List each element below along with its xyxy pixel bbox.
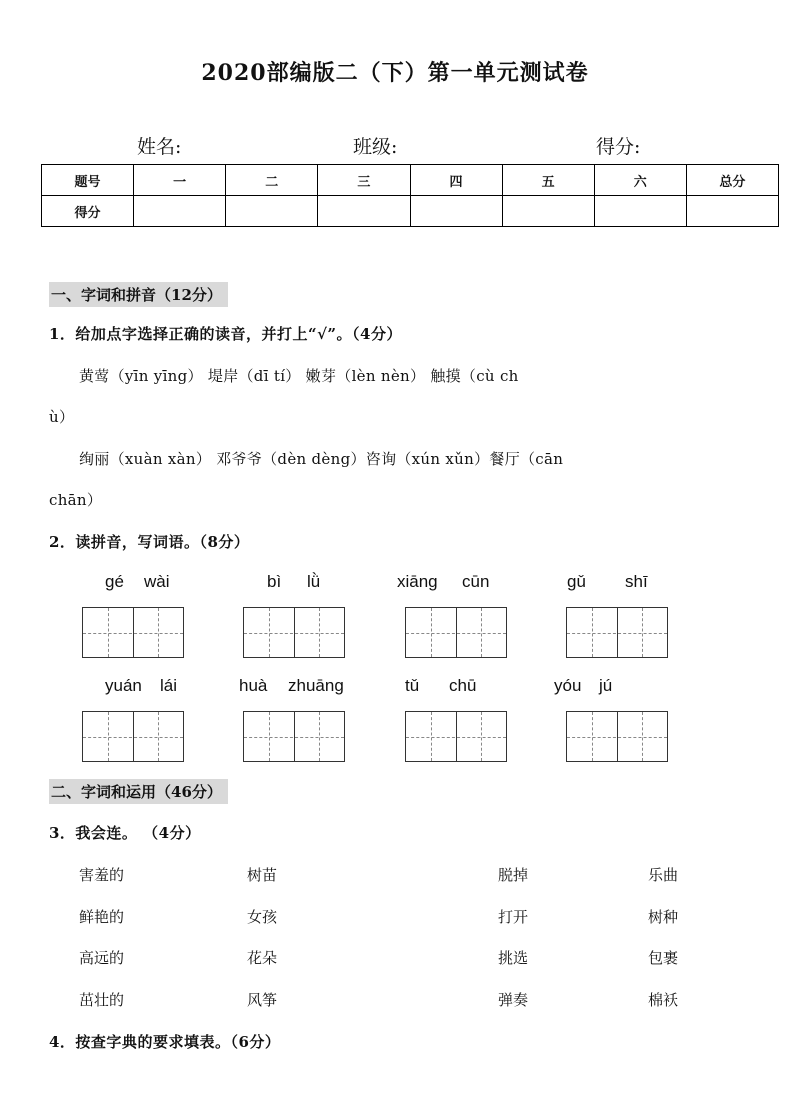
match-word[interactable]: 包裹 <box>648 949 679 967</box>
section2-heading: 二、字词和运用（46分） <box>49 779 228 804</box>
class-label: 班级: <box>353 136 398 158</box>
pinyin: wài <box>144 572 170 591</box>
q1-line1: 黄莺（yīn yīng） 堤岸（dī tí） 嫩芽（lèn nèn） 触摸（cù ch <box>79 367 519 385</box>
pinyin: gé <box>105 572 124 591</box>
pinyin: lǜ <box>307 572 321 591</box>
q3-prompt: 3．我会连。 （4分） <box>49 824 201 842</box>
score-cell[interactable] <box>226 196 318 227</box>
match-word[interactable]: 树苗 <box>247 866 278 884</box>
score-table-header-cell: 六 <box>594 165 686 196</box>
match-word[interactable]: 挑选 <box>498 949 529 967</box>
writing-grid[interactable] <box>566 607 668 658</box>
pinyin: xiāng <box>397 572 438 591</box>
score-table-header-row <box>42 165 779 196</box>
match-word[interactable]: 花朵 <box>247 949 278 967</box>
pinyin: cūn <box>462 572 490 591</box>
match-word[interactable]: 女孩 <box>247 908 278 926</box>
pinyin: chū <box>449 676 477 695</box>
name-label: 姓名: <box>137 136 182 158</box>
match-word[interactable]: 树种 <box>648 908 679 926</box>
pinyin: bì <box>267 572 282 591</box>
writing-grid[interactable] <box>82 711 184 762</box>
q1-line1-cont: ù） <box>49 408 75 426</box>
q4-prompt: 4．按查字典的要求填表。（6分） <box>49 1033 281 1051</box>
score-table-row-label: 得分 <box>42 196 134 227</box>
match-word[interactable]: 茁壮的 <box>79 991 125 1009</box>
match-word[interactable]: 乐曲 <box>648 866 679 884</box>
writing-grid[interactable] <box>405 607 507 658</box>
pinyin: yóu <box>554 676 582 695</box>
score-table-header-cell: 二 <box>226 165 318 196</box>
score-cell[interactable] <box>318 196 410 227</box>
pinyin: huà <box>239 676 268 695</box>
section1-heading: 一、字词和拼音（12分） <box>49 282 228 307</box>
score-table-header-cell: 四 <box>410 165 502 196</box>
score-table-header-cell: 一 <box>134 165 226 196</box>
score-table-header-cell: 总分 <box>686 165 778 196</box>
match-word[interactable]: 脱掉 <box>498 866 529 884</box>
match-word[interactable]: 棉袄 <box>648 991 679 1009</box>
score-cell[interactable] <box>134 196 226 227</box>
score-cell[interactable] <box>686 196 778 227</box>
writing-grid[interactable] <box>405 711 507 762</box>
match-word[interactable]: 打开 <box>498 908 529 926</box>
match-word[interactable]: 弹奏 <box>498 991 529 1009</box>
pinyin: gǔ <box>567 572 586 591</box>
score-cell[interactable] <box>410 196 502 227</box>
score-label: 得分: <box>596 136 641 158</box>
writing-grid[interactable] <box>82 607 184 658</box>
pinyin: shī <box>625 572 648 591</box>
pinyin: tǔ <box>405 676 420 695</box>
match-word[interactable]: 鲜艳的 <box>79 908 125 926</box>
q1-line2: 绚丽（xuàn xàn） 邓爷爷（dèn dèng）咨询（xún xǔn）餐厅（cān <box>79 450 564 468</box>
pinyin: zhuāng <box>288 676 344 695</box>
pinyin: yuán <box>105 676 142 695</box>
q2-prompt: 2．读拼音，写词语。（8分） <box>49 533 250 551</box>
pinyin: jú <box>599 676 613 695</box>
writing-grid[interactable] <box>566 711 668 762</box>
match-word[interactable]: 风筝 <box>247 991 278 1009</box>
match-word[interactable]: 高远的 <box>79 949 125 967</box>
score-table-score-row <box>42 196 779 227</box>
page-title: 2020部编版二（下）第一单元测试卷 <box>201 60 589 86</box>
q1-prompt: 1．给加点字选择正确的读音，并打上“√”。（4分） <box>49 325 402 343</box>
q1-line2-cont: chān） <box>49 491 103 509</box>
score-table <box>41 164 779 227</box>
score-table-header-cell: 五 <box>502 165 594 196</box>
score-table-header-cell: 题号 <box>42 165 134 196</box>
writing-grid[interactable] <box>243 607 345 658</box>
writing-grid[interactable] <box>243 711 345 762</box>
pinyin: lái <box>160 676 178 695</box>
score-cell[interactable] <box>502 196 594 227</box>
score-cell[interactable] <box>594 196 686 227</box>
match-word[interactable]: 害羞的 <box>79 866 125 884</box>
score-table-header-cell: 三 <box>318 165 410 196</box>
